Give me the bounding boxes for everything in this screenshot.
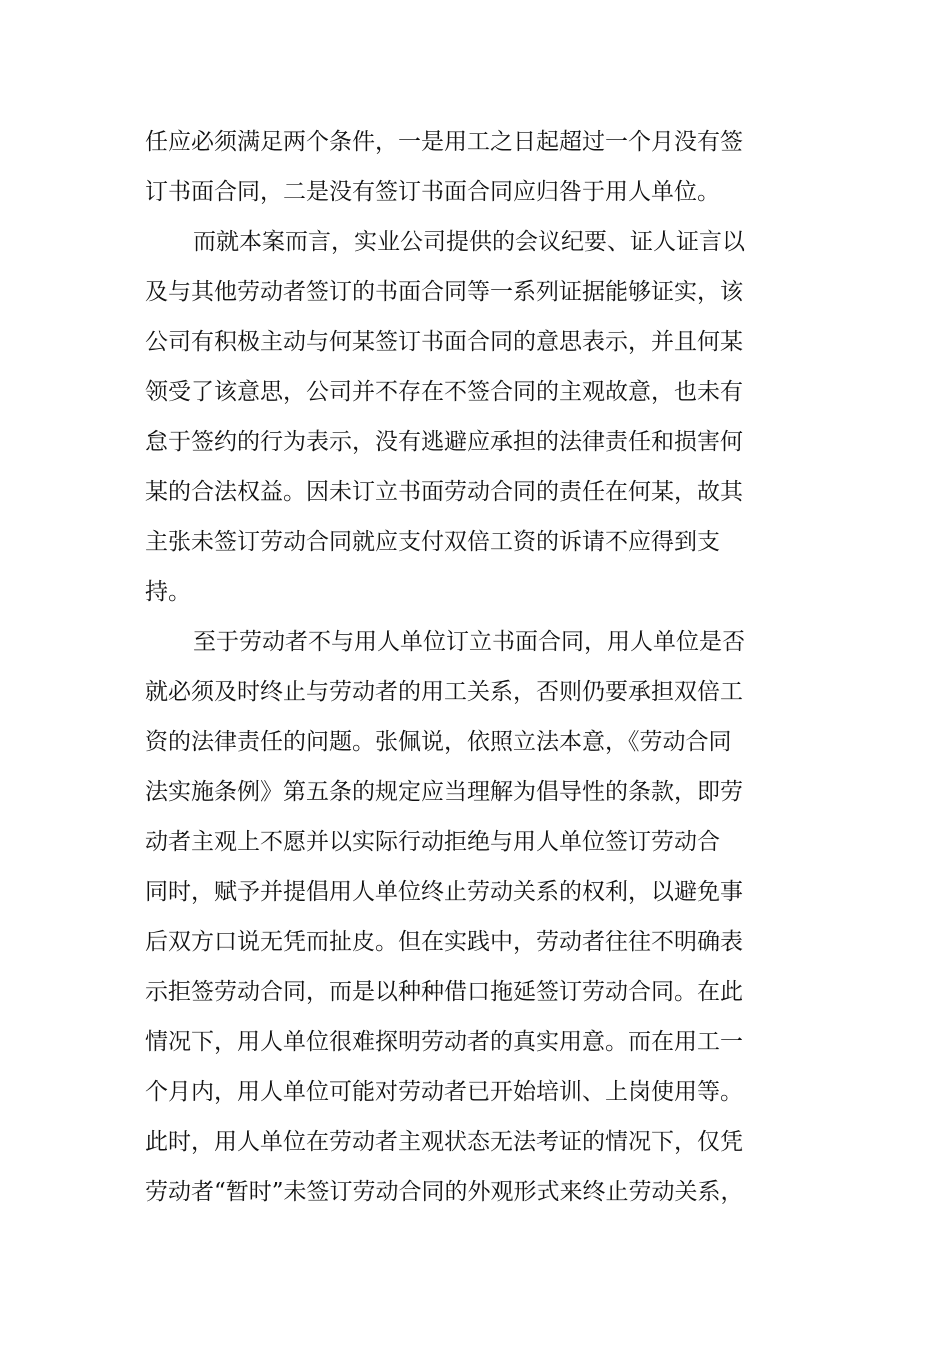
text-line: 持。 <box>145 579 191 605</box>
text-line: 就必须及时终止与劳动者的用工关系，否则仍要承担双倍工 <box>145 679 743 705</box>
text-line: 示拒签劳动合同，而是以种种借口拖延签订劳动合同。在此 <box>145 979 743 1005</box>
text-line: 公司有积极主动与何某签订书面合同的意思表示，并且何某 <box>145 329 743 355</box>
text-line: 此时，用人单位在劳动者主观状态无法考证的情况下，仅凭 <box>145 1129 743 1155</box>
text-line: 情况下，用人单位很难探明劳动者的真实用意。而在用工一 <box>145 1029 743 1055</box>
text-line: 法实施条例》第五条的规定应当理解为倡导性的条款，即劳 <box>145 779 743 805</box>
paragraph-start-line: 至于劳动者不与用人单位订立书面合同，用人单位是否 <box>193 629 745 655</box>
body-text <box>145 117 765 1217</box>
text-line: 任应必须满足两个条件，一是用工之日起超过一个月没有签 <box>145 129 743 155</box>
text-line: 某的合法权益。因未订立书面劳动合同的责任在何某，故其 <box>145 479 743 505</box>
text-line: 资的法律责任的问题。张佩说，依照立法本意，《劳动合同 <box>145 729 732 755</box>
text-line: 动者主观上不愿并以实际行动拒绝与用人单位签订劳动合 <box>145 829 720 855</box>
text-line: 个月内，用人单位可能对劳动者已开始培训、上岗使用等。 <box>145 1079 743 1105</box>
text-line: 怠于签约的行为表示，没有逃避应承担的法律责任和损害何 <box>145 429 743 455</box>
paragraph-start-line: 而就本案而言，实业公司提供的会议纪要、证人证言以 <box>193 229 745 255</box>
text-line: 劳动者“暂时”未签订劳动合同的外观形式来终止劳动关系， <box>145 1179 744 1205</box>
text-line: 及与其他劳动者签订的书面合同等一系列证据能够证实，该 <box>145 279 743 305</box>
text-line: 后双方口说无凭而扯皮。但在实践中，劳动者往往不明确表 <box>145 929 743 955</box>
text-line: 领受了该意思，公司并不存在不签合同的主观故意，也未有 <box>145 379 743 405</box>
text-line: 主张未签订劳动合同就应支付双倍工资的诉请不应得到支 <box>145 529 720 555</box>
text-line: 同时，赋予并提倡用人单位终止劳动关系的权利，以避免事 <box>145 879 743 905</box>
text-line: 订书面合同，二是没有签订书面合同应归咎于用人单位。 <box>145 179 720 205</box>
